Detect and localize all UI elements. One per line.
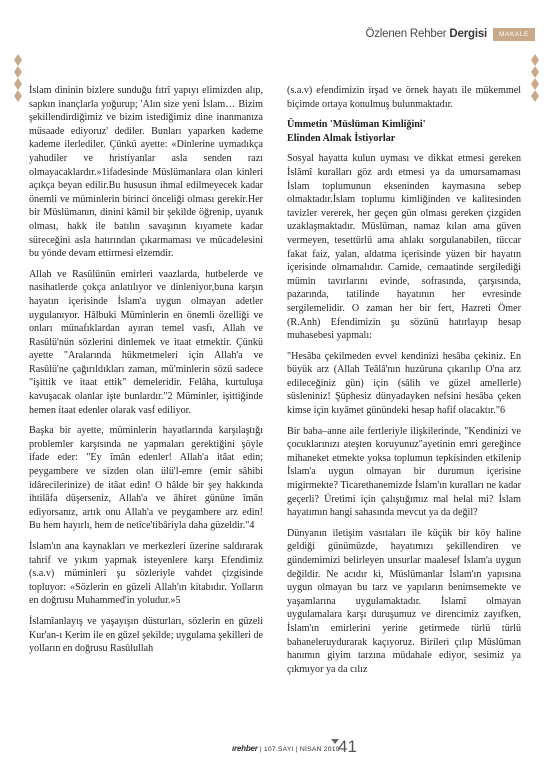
magazine-title: Özlenen Rehber Dergisi	[365, 28, 488, 40]
paragraph: Bir baba–anne aile fertleriyle ilişkilerinde, "Kendinizi ve çocuklarınızı ateşten koruyunuz"ayetinin emri gereğince mihaneket etmekte yoksa toplumun tepkisinden etkilenip İslam'a uygun olmayan bir durumun içerisine migirmekte? Ticarethanemizde İslam'ın kuralları ne kadar geçerli? Üretimi için çalıştığımız mal helal mi? İslam hayatımın hangi sahasında mevcut ya da değil?	[287, 425, 521, 519]
paragraph: (s.a.v) efendimizin irşad ve örnek hayatı ile mükemmel biçimde ortaya konulmuş bulunmaktadır.	[287, 85, 521, 110]
section-tag: MAKALE	[493, 28, 535, 41]
paragraph: Sosyal hayatta kulun uyması ve dikkat etmesi gereken İslâmî kuralları göz ardı etmesi ya da umursamaması İslam toplumunun ekseninden kaymasına sebep olmaktadır.İslam toplumu kimliğinden ve kalitesinden tavizler vererek, her geçen gün olması gereken çizgiden uzaklaşmaktadır. Müslüman, namaz kılan ama güven vermeyen, tesettürlü ama ahlakı sorgulanabilen, tüccar fakat faiz, yalan, aldatma içerisinde yüzen bir hayatın içerisinde olmamalıdır. Camide, cemaatinde sergilediği mümin tavırlarını evinde, sofrasında, çarşısında, pazarında, tatilinde hayatının her evresinde sergilemelidir. O zaman her bir fert, Hazreti Ömer (R.Anh) Efendimizin şu sözünü hatırlayıp hesap muhasebesi yapmalı:	[287, 153, 521, 342]
footer-issue: 107.SAYI	[263, 746, 294, 753]
footer-date: NİSAN 2019	[299, 746, 340, 753]
paragraph: Allah ve Rasûlünün emirleri vaazlarda, hutbelerde ve nasihatlerde çokça anlatılıyor ve dinleniyor,buna karşın hayatın içerisinde İslam'a uygun olmayan adetler uygulanıyor. Hâlbuki Müminlerin en önemli özelliği ve onları münafıklardan ayıran temel vasfı, Allah ve Rasûlü'nün sözlerini dinlemek ve itaat etmektir. Çünkü ayette "Aralarında hükmetmeleri için Allah'a ve Rasûlü'ne çağırıldıkları zaman, mü'minlerin sözü sadece "işittik ve itaat ettik" demeleridir. Felâha, kurtuluşa kavuşacak olanlar işte bunlardır."2 Müminler, işittiğinde hemen itaat edenler olarak vasf ediliyor.	[29, 268, 263, 416]
running-header	[365, 26, 535, 42]
paragraph: İslam'ın ana kaynakları ve merkezleri üzerine saldırarak tahrif ve yıkım yapmak isteyenlere karşı Efendimiz (s.a.v) müminleri şu sözleriyle vahdet çizgisinde topluyor: «Sözlerin en güzeli Allah'ın kitabıdır. Yolların en doğrusu Muhammed'in yoludur.»5	[29, 541, 263, 607]
paragraph: "Hesâba çekilmeden evvel kendinizi hesâba çekiniz. En büyük arz (Allah Teâlâ'nın huzûruna çıkarılıp O'na arz edileceğiniz gün) için (sâlih ve güzel amellerle) süsleniniz! Şüphesiz dünyadayken nefsini hesâba çeken kimse için kıyâmet günündeki hesap hafif olacaktır."6	[287, 350, 521, 417]
ornament-left-icon	[12, 54, 24, 102]
footer-info: ırehber | 107.SAYI | NİSAN 2019	[232, 744, 340, 753]
paragraph: Başka bir ayette, müminlerin hayatlarında karşılaştığı problemler karşısında ne yapmaları gerektiğini şöyle ifade eder: "Ey îmân edenler! Allah'a itâat edin; peygambere ve sizden olan ülü'l-emre (emir sâhibi idârecilerinize) de itâat edin! O hâlde bir şey hakkında ihtilâfa düşerseniz, Allah'a ve âhiret gününe îmân ediyorsanız, artık onu Allah'a ve peygambere arz edin! Bu hem hayırlı, hem de netîce'tibâriyla daha güzeldir."4	[29, 425, 263, 532]
ornament-right-icon	[529, 54, 541, 102]
paragraph: İslamîanlayış ve yaşayışın düsturları, sözlerin en güzeli Kur'an-ı Kerim ile en güzel şekilde; uygulama şekilleri de yolların en doğrusu Rasûlullah	[29, 615, 263, 655]
paragraph: Dünyanın iletişim vasıtaları ile küçük bir köy haline geldiği günümüzde, hayatımızı şekillendiren ve gündemimizi belirleyen unsurlar maalesef İslam'a uygun değildir. Ne acıdır ki, Müslümanlar İslam'ın yapısına uygun olmayan bu tarz ve yapıların benimsemekte ve yaşamlarına uygulamaktadır. İslamî olmayan uygulamalara karşı duruşumuz ve direncimiz zayıfken, İslam'ın emirlerini yerine getirmede türlü türlü bahaneleruydurarak kaçıyoruz. Birileri çılıp Müslüman hanımın giyim tarzına müdahale ediyor, sesimiz ya çıkmıyor ya da cılız	[287, 527, 521, 675]
footer-brand: ırehber	[232, 744, 258, 753]
page-number: 41	[338, 737, 357, 756]
paragraph: İslam dininin bizlere sunduğu fıtrî yapıyı elimizden alıp, sapkın inançlarla yoğurup; 'Alın size yeni İslam… Bizim şekillendirdiğimiz ve bizim istediğimiz dine inanmanıza müsaade ediyoruz' dediler. Bunları yaparken kademe kademe ilerlediler. Çünkü ayette: «Dinlerine uymadıkça yahudiler ve hristiyanlar asla senden razı olmayacaklardır.»1ifadesinde Müslümanlara olan kinleri açıkça beyan edilir.Bu hususun ihmal edilmeyecek kadar önemli ve müminlerin birinci önceliği olması gerekir.Her bir Müslümanın, dinini kâmil bir şekilde öğrenip, uyanık olması, hakk ile batılın savaşının kıyamete kadar süreceğini asla hatırından çıkarmaması ve mücadelesini bu yönde devam ettirmesi elzemdir.	[29, 85, 263, 260]
left-column	[29, 84, 263, 663]
section-heading: Ümmetin 'Müslüman Kimliğini' Elinden Almak İstiyorlar	[287, 119, 426, 144]
page-footer	[0, 735, 553, 759]
right-column	[287, 84, 521, 683]
